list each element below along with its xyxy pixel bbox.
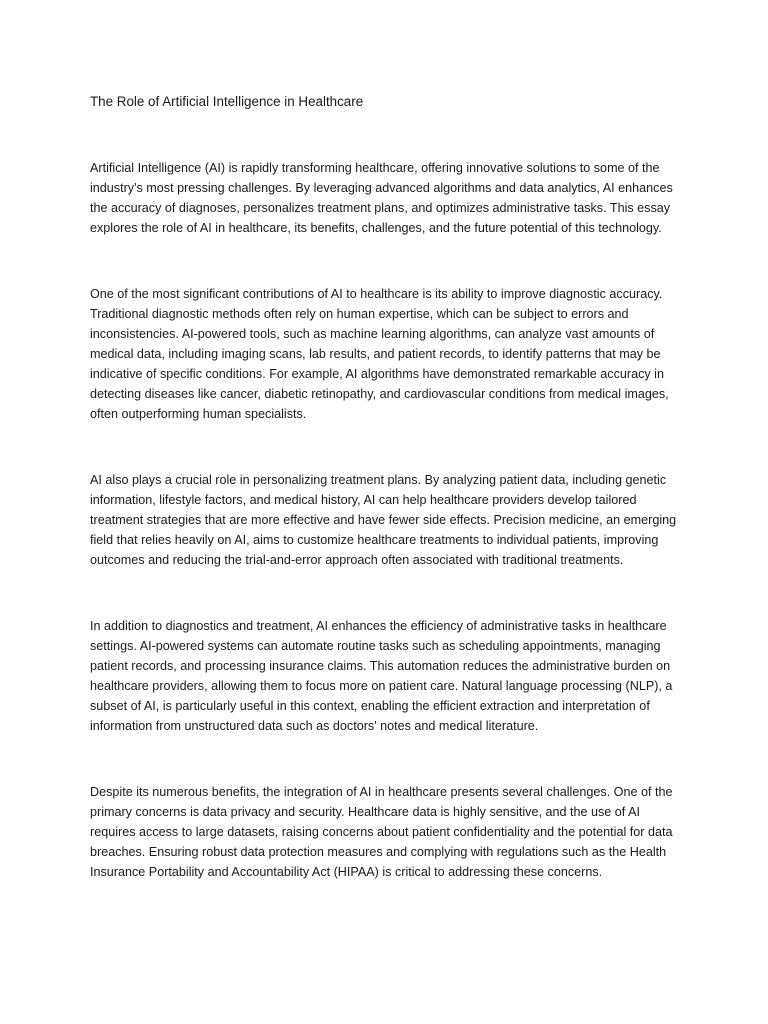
- paragraph-challenges: Despite its numerous benefits, the integration of AI in healthcare presents several challenges. One of the primary concerns is data privacy and security. Healthcare data is highly sensitive, and the use of AI requires access to large datasets, raising concerns about patient confidentiality and the potential for data breaches. Ensuring robust data protection measures and complying with regulations such as the Health Insurance Portability and Accountability Act (HIPAA) is critical to addressing these concerns.: [90, 785, 673, 879]
- paragraph-diagnostics: One of the most significant contributions of AI to healthcare is its ability to improve diagnostic accuracy. Traditional diagnostic methods often rely on human expertise, which can be subject to errors and inconsistencies. AI-powered tools, such as machine learning algorithms, can analyze vast amounts of medical data, including imaging scans, lab results, and patient records, to identify patterns that may be indicative of specific conditions. For example, AI algorithms have demonstrated remarkable accuracy in detecting diseases like cancer, diabetic retinopathy, and cardiovascular conditions from medical images, often outperforming human specialists.: [90, 287, 669, 421]
- paragraph-treatment: AI also plays a crucial role in personalizing treatment plans. By analyzing patient data, including genetic information, lifestyle factors, and medical history, AI can help healthcare providers develop tailored treatment strategies that are more effective and have fewer side effects. Precision medicine, an emerging field that relies heavily on AI, aims to customize healthcare treatments to individual patients, improving outcomes and reducing the trial-and-error approach often associated with traditional treatments.: [90, 473, 677, 567]
- paragraph-administration: In addition to diagnostics and treatment, AI enhances the efficiency of administrative tasks in healthcare settings. AI-powered systems can automate routine tasks such as scheduling appointments, managing patient records, and processing insurance claims. This automation reduces the administrative burden on healthcare providers, allowing them to focus more on patient care. Natural language processing (NLP), a subset of AI, is particularly useful in this context, enabling the efficient extraction and interpretation of information from unstructured data such as doctors' notes and medical literature.: [90, 619, 673, 733]
- paragraph-introduction: Artificial Intelligence (AI) is rapidly transforming healthcare, offering innovative solutions to some of the industry's most pressing challenges. By leveraging advanced algorithms and data analytics, AI enhances the accuracy of diagnoses, personalizes treatment plans, and optimizes administrative tasks. This essay explores the role of AI in healthcare, its benefits, challenges, and the future potential of this technology.: [90, 161, 673, 235]
- document-page: [90, 92, 680, 882]
- document-title: The Role of Artificial Intelligence in Healthcare: [90, 94, 364, 109]
